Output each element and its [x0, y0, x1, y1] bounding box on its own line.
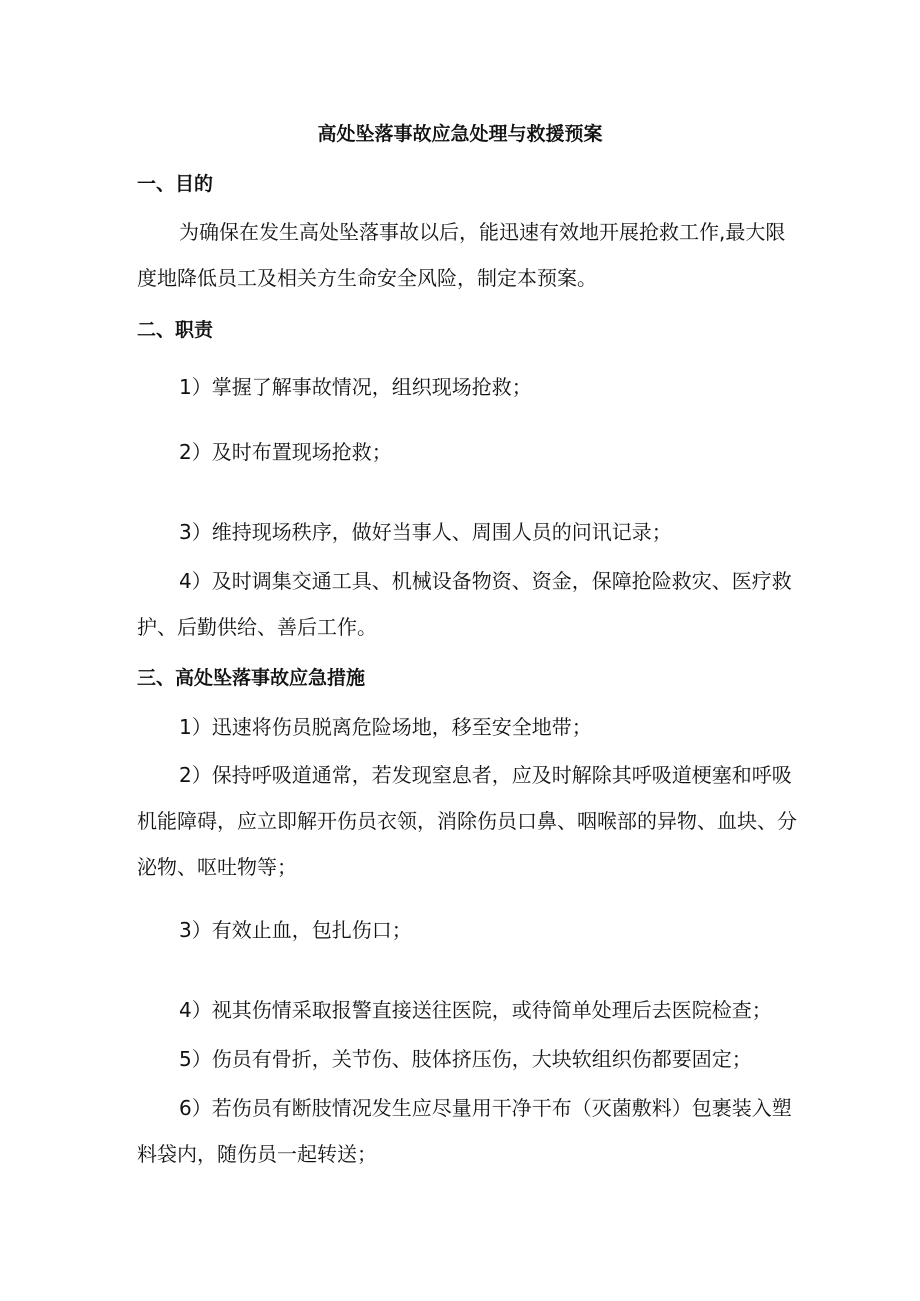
section-heading-emergency-measures: 三、高处坠落事故应急措施	[137, 667, 366, 689]
document-title: 高处坠落事故应急处理与救援预案	[317, 123, 603, 145]
list-item: 2）及时布置现场抢救；	[179, 440, 392, 464]
list-item: 1）掌握了解事故情况，组织现场抢救；	[179, 375, 532, 399]
list-item: 5）伤员有骨折，关节伤、肢体挤压伤，大块软组织伤都要固定；	[179, 1047, 752, 1071]
list-item: 2）保持呼吸道通常，若发现窒息者，应及时解除其呼吸道梗塞和呼吸机能障碍，应立即解开伤员衣领，消除伤员口鼻、咽喉部的异物、血块、分泌物、呕吐物等；	[137, 763, 797, 879]
purpose-paragraph: 为确保在发生高处坠落事故以后，能迅速有效地开展抢救工作,最大限度地降低员工及相关方生命安全风险，制定本预案。	[137, 220, 786, 290]
list-item: 6）若伤员有断肢情况发生应尽量用干净干布（灭菌敷料）包裹装入塑料袋内，随伤员一起转送；	[137, 1096, 792, 1166]
list-item: 4）及时调集交通工具、机械设备物资、资金，保障抢险救灾、医疗救护、后勤供给、善后工作。	[137, 569, 792, 639]
section-heading-duties: 二、职责	[137, 319, 214, 341]
section-heading-purpose: 一、目的	[137, 173, 214, 195]
list-item: 3）维持现场秩序，做好当事人、周围人员的问讯记录；	[179, 520, 672, 544]
list-item: 4）视其伤情采取报警直接送往医院，或待简单处理后去医院检查；	[179, 998, 772, 1022]
list-item: 3）有效止血，包扎伤口；	[179, 918, 412, 942]
list-item: 1）迅速将伤员脱离危险场地，移至安全地带；	[179, 715, 592, 739]
